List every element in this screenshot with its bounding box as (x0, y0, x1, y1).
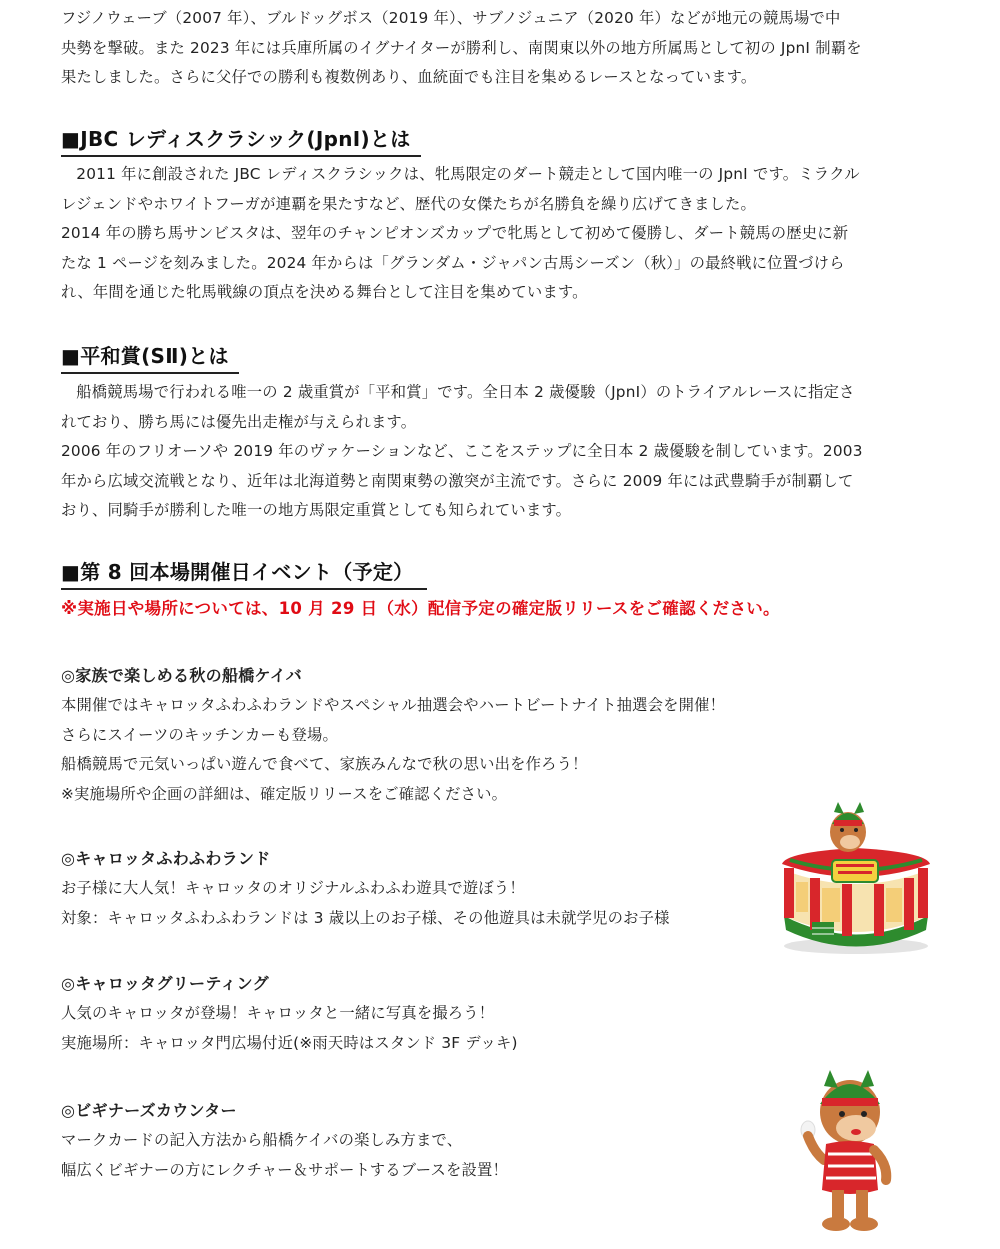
greeting-event (61, 969, 518, 1058)
events-section (61, 557, 427, 590)
jbc-line: レジェンドやホワイトフーガが連覇を果たすなど、歴代の女傑たちが名勝負を繰り広げてきました。 (61, 194, 756, 213)
family-line: 本開催ではキャロッタふわふわランドやスペシャル抽選会やハートビートナイト抽選会を開催！ (61, 696, 726, 714)
heiwa-line: 船橋競馬場で行われる唯一の 2 歳重賞が「平和賞」です。全日本 2 歳優駿（JpnⅠ）のトライアルレースに指定さ (76, 383, 855, 401)
jbc-section (61, 124, 421, 157)
events-notice-block (61, 594, 780, 624)
carrotta-mascot-image (794, 1064, 898, 1236)
greeting-title: ◎キャロッタグリーティング (61, 974, 269, 993)
heiwa-section (61, 341, 239, 374)
beginners-line: マークカードの記入方法から船橋ケイバの楽しみ方まで、 (61, 1131, 463, 1149)
jbc-line: 2011 年に創設された JBC レディスクラシックは、牝馬限定のダート競走として国内唯一の JpnⅠ です。ミラクル (76, 165, 860, 183)
family-line: ※実施場所や企画の詳細は、確定版リリースをご確認ください。 (61, 784, 508, 803)
heiwa-line: おり、同騎手が勝利した唯一の地方馬限定重賞としても知られています。 (61, 501, 572, 519)
greeting-line: 人気のキャロッタが登場！キャロッタと一緒に写真を撮ろう！ (61, 1004, 495, 1022)
jbc-line: たな 1 ページを刻みました。2024 年からは「グランダム・ジャパン古馬シーズン（秋）」の最終戦に位置づけら (61, 253, 845, 272)
events-heading: ■第 8 回本場開催日イベント（予定） (61, 557, 427, 590)
jbc-body (61, 160, 860, 308)
fuwafuwa-line: お子様に大人気！キャロッタのオリジナルふわふわ遊具で遊ぼう！ (61, 879, 525, 897)
intro-line: フジノウェーブ（2007 年）、ブルドッグボス（2019 年）、サブノジュニア（2020 年）などが地元の競馬場で中 (61, 9, 841, 27)
jbc-line: 2014 年の勝ち馬サンビスタは、翌年のチャンピオンズカップで牝馬として初めて優勝し、ダート競馬の歴史に新 (61, 224, 849, 242)
intro-line: 果たしました。さらに父仔での勝利も複数例あり、血統面でも注目を集めるレースとなっています。 (61, 68, 757, 86)
jbc-heading: ■JBC レディスクラシック(JpnⅠ)とは (61, 124, 421, 157)
heiwa-line: れており、勝ち馬には優先出走権が与えられます。 (61, 412, 417, 431)
fuwafuwa-line: 対象：キャロッタふわふわランドは 3 歳以上のお子様、その他遊具は未就学児のお子様 (61, 908, 670, 927)
beginners-title: ◎ビギナーズカウンター (61, 1101, 237, 1120)
fuwafuwa-title: ◎キャロッタふわふわランド (61, 849, 271, 868)
family-title: ◎家族で楽しめる秋の船橋ケイバ (61, 666, 303, 685)
events-notice: ※実施日や場所については、10 月 29 日（水）配信予定の確定版リリースをご確認ください。 (61, 599, 780, 618)
greeting-line: 実施場所：キャロッタ門広場付近(※雨天時はスタンド 3F デッキ) (61, 1033, 518, 1052)
jbc-line: れ、年間を通じた牝馬戦線の頂点を決める舞台として注目を集めています。 (61, 283, 588, 301)
heiwa-heading: ■平和賞(SⅡ)とは (61, 341, 239, 374)
bouncy-castle-image (776, 798, 936, 958)
heiwa-line: 2006 年のフリオーソや 2019 年のヴァケーションなど、ここをステップに全日本 2 歳優駿を制しています。2003 (61, 442, 863, 460)
fuwafuwa-event (61, 844, 670, 933)
intro-line: 央勢を撃破。また 2023 年には兵庫所属のイグナイターが勝利し、南関東以外の地方所属馬として初の JpnⅠ 制覇を (61, 38, 862, 57)
family-line: さらにスイーツのキッチンカーも登場。 (61, 725, 338, 744)
heiwa-line: 年から広域交流戦となり、近年は北海道勢と南関東勢の激突が主流です。さらに 2009 年には武豊騎手が制覇して (61, 471, 854, 490)
beginners-line: 幅広くビギナーの方にレクチャー＆サポートするブースを設置！ (61, 1160, 508, 1179)
family-event (61, 661, 725, 809)
intro-paragraph (61, 4, 862, 93)
family-line: 船橋競馬で元気いっぱい遊んで食べて、家族みんなで秋の思い出を作ろう！ (61, 755, 588, 773)
heiwa-body (61, 378, 863, 526)
beginners-event (61, 1096, 508, 1185)
